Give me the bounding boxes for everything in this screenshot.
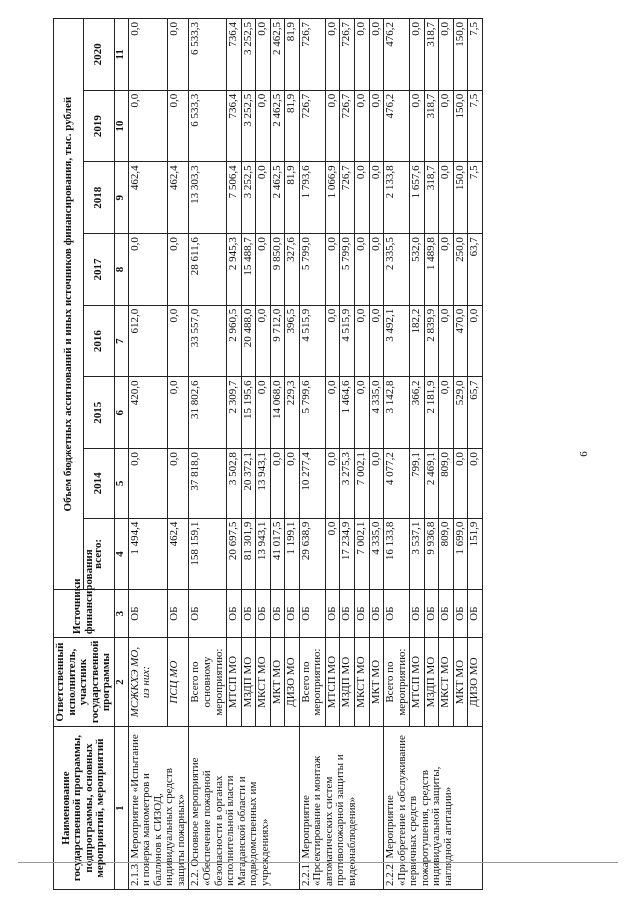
amount-year: 150,0 (453, 19, 468, 91)
amount-year: 0,0 (167, 377, 189, 449)
amount-year: 9 850,0 (270, 234, 285, 306)
amount-year: 1 793,6 (299, 162, 325, 234)
amount-year: 0,0 (128, 19, 167, 91)
header-name: Наименование государственной программы, подпрограммы, основных мероприятий, мероприятий (54, 727, 115, 890)
amount-year: 318,7 (424, 19, 439, 91)
amount-year: 7,5 (468, 19, 483, 91)
amount-year: 476,2 (384, 19, 410, 91)
amount-year: 5 799,0 (299, 234, 325, 306)
responsible-executor: МТСП МО (325, 638, 340, 727)
amount-year: 327,6 (285, 234, 300, 306)
amount-year: 7,5 (468, 162, 483, 234)
amount-year: 2 133,8 (384, 162, 410, 234)
amount-year: 2 960,5 (227, 305, 242, 377)
responsible-executor: МТСП МО (227, 638, 242, 727)
funding-source: ОБ (241, 590, 256, 638)
amount-total: 16 133,8 (384, 518, 410, 590)
funding-source: ОБ (439, 590, 454, 638)
funding-source: ОБ (424, 590, 439, 638)
amount-year: 0,0 (167, 90, 189, 162)
amount-year: 0,0 (369, 90, 384, 162)
funding-source: ОБ (189, 590, 227, 638)
amount-total: 0,0 (325, 518, 340, 590)
amount-year: 0,0 (369, 305, 384, 377)
amount-year: 0,0 (128, 90, 167, 162)
amount-year: 476,2 (384, 90, 410, 162)
amount-year: 20 488,0 (241, 305, 256, 377)
table-row (128, 19, 167, 890)
amount-total: 151,9 (468, 518, 483, 590)
amount-year: 4 335,0 (369, 377, 384, 449)
funding-source: ОБ (299, 590, 325, 638)
amount-year: 14 068,0 (270, 377, 285, 449)
amount-total: 7 002,1 (355, 518, 370, 590)
funding-source: ОБ (128, 590, 167, 638)
responsible-executor: МКСТ МО (439, 638, 454, 727)
activity-name: 2.1.3. Мероприятие «Испытание и поверка манометров и баллонов к СИЗОД, индивидуальных средств защиты пожарных» (128, 727, 189, 890)
funding-source: ОБ (468, 590, 483, 638)
amount-year: 0,0 (355, 19, 370, 91)
amount-year: 4 515,9 (299, 305, 325, 377)
amount-year: 33 557,0 (189, 305, 227, 377)
amount-year: 3 502,8 (227, 449, 242, 519)
amount-total: 17 234,9 (340, 518, 355, 590)
responsible-executor: МЗДП МО (241, 638, 256, 727)
amount-year: 0,0 (128, 234, 167, 306)
responsible-executor: Всего по мероприятию: (384, 638, 410, 727)
amount-total: 1 699,0 (453, 518, 468, 590)
responsible-executor: МКСТ МО (256, 638, 271, 727)
amount-year: 0,0 (256, 305, 271, 377)
amount-year: 37 818,0 (189, 449, 227, 519)
amount-year: 799,1 (410, 449, 425, 519)
header-source: Источники финансирования (54, 590, 115, 638)
column-index: 3 (114, 590, 128, 638)
funding-source: ОБ (340, 590, 355, 638)
column-index: 5 (114, 449, 128, 519)
amount-year: 366,2 (410, 377, 425, 449)
funding-source: ОБ (270, 590, 285, 638)
amount-total: 158 159,1 (189, 518, 227, 590)
amount-year: 0,0 (369, 19, 384, 91)
amount-year: 1 657,6 (410, 162, 425, 234)
amount-year: 462,4 (167, 162, 189, 234)
amount-total: 4 335,0 (369, 518, 384, 590)
amount-year: 5 799,6 (299, 377, 325, 449)
amount-year: 0,0 (369, 234, 384, 306)
amount-year: 182,2 (410, 305, 425, 377)
amount-year: 0,0 (256, 19, 271, 91)
responsible-executor: МКТ МО (453, 638, 468, 727)
amount-year: 736,4 (227, 19, 242, 91)
funding-source: ОБ (256, 590, 271, 638)
amount-year: 6 533,3 (189, 19, 227, 91)
amount-year: 7 506,4 (227, 162, 242, 234)
amount-year: 0,0 (439, 305, 454, 377)
responsible-executor: МЗДП МО (340, 638, 355, 727)
responsible-executor: МСЖКХЭ МО, из них: (128, 638, 167, 727)
amount-year: 396,5 (285, 305, 300, 377)
amount-year: 7,5 (468, 90, 483, 162)
column-index: 1 (114, 727, 128, 890)
amount-year: 15 195,6 (241, 377, 256, 449)
amount-year: 0,0 (256, 234, 271, 306)
table-row (384, 19, 410, 890)
amount-year: 31 802,6 (189, 377, 227, 449)
responsible-executor: МТСП МО (410, 638, 425, 727)
amount-year: 15 488,7 (241, 234, 256, 306)
amount-total: 9 936,8 (424, 518, 439, 590)
amount-year: 2 309,7 (227, 377, 242, 449)
amount-year: 0,0 (355, 162, 370, 234)
amount-year: 3 252,5 (241, 162, 256, 234)
responsible-executor: ДИЗО МО (468, 638, 483, 727)
amount-year: 726,7 (340, 19, 355, 91)
amount-year: 2 839,9 (424, 305, 439, 377)
amount-year: 0,0 (270, 449, 285, 519)
amount-year: 0,0 (439, 377, 454, 449)
column-index: 2 (114, 638, 128, 727)
header-year: 2020 (84, 19, 114, 91)
table-row (189, 19, 227, 890)
amount-year: 20 372,1 (241, 449, 256, 519)
amount-year: 2 462,5 (270, 90, 285, 162)
amount-year: 0,0 (439, 90, 454, 162)
amount-year: 0,0 (355, 305, 370, 377)
amount-year: 0,0 (256, 162, 271, 234)
amount-year: 0,0 (410, 90, 425, 162)
amount-year: 532,0 (410, 234, 425, 306)
amount-total: 81 301,9 (241, 518, 256, 590)
amount-year: 809,0 (439, 449, 454, 519)
amount-year: 726,7 (340, 162, 355, 234)
funding-source: ОБ (384, 590, 410, 638)
table-row (299, 19, 325, 890)
amount-year: 0,0 (355, 377, 370, 449)
header-year: 2015 (84, 377, 114, 449)
amount-year: 2 462,5 (270, 19, 285, 91)
amount-year: 229,3 (285, 377, 300, 449)
header-year: 2014 (84, 449, 114, 519)
amount-year: 3 492,1 (384, 305, 410, 377)
amount-year: 726,7 (340, 90, 355, 162)
column-index: 10 (114, 90, 128, 162)
amount-year: 0,0 (256, 90, 271, 162)
header-year: 2018 (84, 162, 114, 234)
amount-year: 0,0 (325, 19, 340, 91)
amount-year: 3 275,3 (340, 449, 355, 519)
amount-year: 150,0 (453, 162, 468, 234)
amount-year: 420,0 (128, 377, 167, 449)
column-index: 6 (114, 377, 128, 449)
amount-total: 20 697,5 (227, 518, 242, 590)
amount-year: 462,4 (128, 162, 167, 234)
amount-total: 13 943,1 (256, 518, 271, 590)
amount-year: 1 489,8 (424, 234, 439, 306)
amount-year: 1 464,6 (340, 377, 355, 449)
amount-year: 250,0 (453, 234, 468, 306)
amount-year: 81,9 (285, 162, 300, 234)
amount-year: 2 462,5 (270, 162, 285, 234)
amount-year: 0,0 (410, 19, 425, 91)
activity-name: 2.2. Основное мероприятие «Обеспечение пожарной безопасности в органах исполнительной власти Магаданской области и подведомственных им учреждениях» (189, 727, 299, 890)
responsible-executor: Всего по основному мероприятию: (189, 638, 227, 727)
amount-year: 736,4 (227, 90, 242, 162)
header-year: 2017 (84, 234, 114, 306)
amount-year: 0,0 (369, 162, 384, 234)
column-index: 9 (114, 162, 128, 234)
amount-year: 81,9 (285, 19, 300, 91)
column-index: 7 (114, 305, 128, 377)
amount-total: 1 199,1 (285, 518, 300, 590)
responsible-executor: ДИЗО МО (285, 638, 300, 727)
amount-year: 0,0 (355, 90, 370, 162)
column-index: 11 (114, 19, 128, 91)
page-number: 6 (578, 451, 590, 457)
amount-year: 0,0 (468, 449, 483, 519)
amount-year: 4 077,2 (384, 449, 410, 519)
header-year: 2019 (84, 90, 114, 162)
amount-year: 2 469,1 (424, 449, 439, 519)
amount-year: 1 066,9 (325, 162, 340, 234)
funding-source: ОБ (369, 590, 384, 638)
header-volume: Объем бюджетных ассигнований и иных источников финансирования, тыс. рублей (54, 19, 84, 590)
table-body (128, 19, 482, 890)
responsible-executor: МКСТ МО (355, 638, 370, 727)
responsible-executor: Всего по мероприятию: (299, 638, 325, 727)
amount-year: 0,0 (167, 305, 189, 377)
amount-year: 726,7 (299, 19, 325, 91)
amount-total: 462,4 (167, 518, 189, 590)
header-year: 2016 (84, 305, 114, 377)
amount-year: 0,0 (285, 449, 300, 519)
amount-year: 0,0 (325, 234, 340, 306)
activity-name: 2.2.1. Мероприятие «Проектирование и монтаж автоматических систем противопожарной защиты и видеонаблюдения» (299, 727, 383, 890)
amount-year: 7 002,1 (355, 449, 370, 519)
header-responsible: Ответственный исполнитель, участник государственной программы (54, 638, 115, 727)
amount-year: 318,7 (424, 162, 439, 234)
amount-year: 65,7 (468, 377, 483, 449)
funding-source: ОБ (167, 590, 189, 638)
amount-year: 0,0 (325, 305, 340, 377)
responsible-executor: МКТ МО (270, 638, 285, 727)
funding-source: ОБ (325, 590, 340, 638)
column-index-row (114, 19, 128, 890)
amount-year: 318,7 (424, 90, 439, 162)
funding-source: ОБ (410, 590, 425, 638)
budget-table-sheet (53, 18, 593, 890)
funding-source: ОБ (285, 590, 300, 638)
amount-year: 726,7 (299, 90, 325, 162)
amount-total: 29 638,9 (299, 518, 325, 590)
amount-year: 0,0 (167, 19, 189, 91)
column-index: 8 (114, 234, 128, 306)
budget-table (53, 18, 483, 890)
amount-year: 529,0 (453, 377, 468, 449)
amount-year: 81,9 (285, 90, 300, 162)
column-index: 4 (114, 518, 128, 590)
amount-year: 0,0 (439, 19, 454, 91)
amount-year: 9 712,0 (270, 305, 285, 377)
amount-year: 2 181,9 (424, 377, 439, 449)
amount-year: 3 142,8 (384, 377, 410, 449)
bottom-rule (18, 862, 618, 863)
amount-year: 0,0 (167, 234, 189, 306)
amount-year: 0,0 (325, 377, 340, 449)
amount-year: 4 515,9 (340, 305, 355, 377)
header-total: всего: (84, 518, 114, 590)
amount-year: 6 533,3 (189, 90, 227, 162)
amount-year: 0,0 (325, 449, 340, 519)
amount-year: 2 945,3 (227, 234, 242, 306)
funding-source: ОБ (227, 590, 242, 638)
amount-year: 5 799,0 (340, 234, 355, 306)
amount-total: 1 494,4 (128, 518, 167, 590)
amount-year: 0,0 (325, 90, 340, 162)
amount-year: 3 252,5 (241, 90, 256, 162)
amount-year: 0,0 (453, 449, 468, 519)
amount-year: 28 611,6 (189, 234, 227, 306)
amount-year: 0,0 (167, 449, 189, 519)
amount-total: 3 537,1 (410, 518, 425, 590)
amount-year: 0,0 (439, 234, 454, 306)
amount-year: 3 252,5 (241, 19, 256, 91)
amount-year: 63,7 (468, 234, 483, 306)
amount-year: 0,0 (439, 162, 454, 234)
responsible-executor: МЗДП МО (424, 638, 439, 727)
amount-year: 150,0 (453, 90, 468, 162)
amount-year: 13 303,3 (189, 162, 227, 234)
amount-year: 0,0 (468, 305, 483, 377)
amount-year: 612,0 (128, 305, 167, 377)
funding-source: ОБ (453, 590, 468, 638)
amount-year: 10 277,4 (299, 449, 325, 519)
amount-year: 0,0 (128, 449, 167, 519)
responsible-executor: МКТ МО (369, 638, 384, 727)
amount-year: 2 335,5 (384, 234, 410, 306)
amount-year: 0,0 (369, 449, 384, 519)
responsible-executor: ПСЦ МО (167, 638, 189, 727)
amount-year: 0,0 (256, 377, 271, 449)
amount-year: 0,0 (355, 234, 370, 306)
activity-name: 2.2.2. Мероприятие «Приобретение и обслуживание первичных средств пожаротушения, средств индивидуальной защиты, наглядной агитации» (384, 727, 483, 890)
amount-year: 470,0 (453, 305, 468, 377)
amount-year: 13 943,1 (256, 449, 271, 519)
amount-total: 809,0 (439, 518, 454, 590)
amount-total: 41 017,5 (270, 518, 285, 590)
funding-source: ОБ (355, 590, 370, 638)
